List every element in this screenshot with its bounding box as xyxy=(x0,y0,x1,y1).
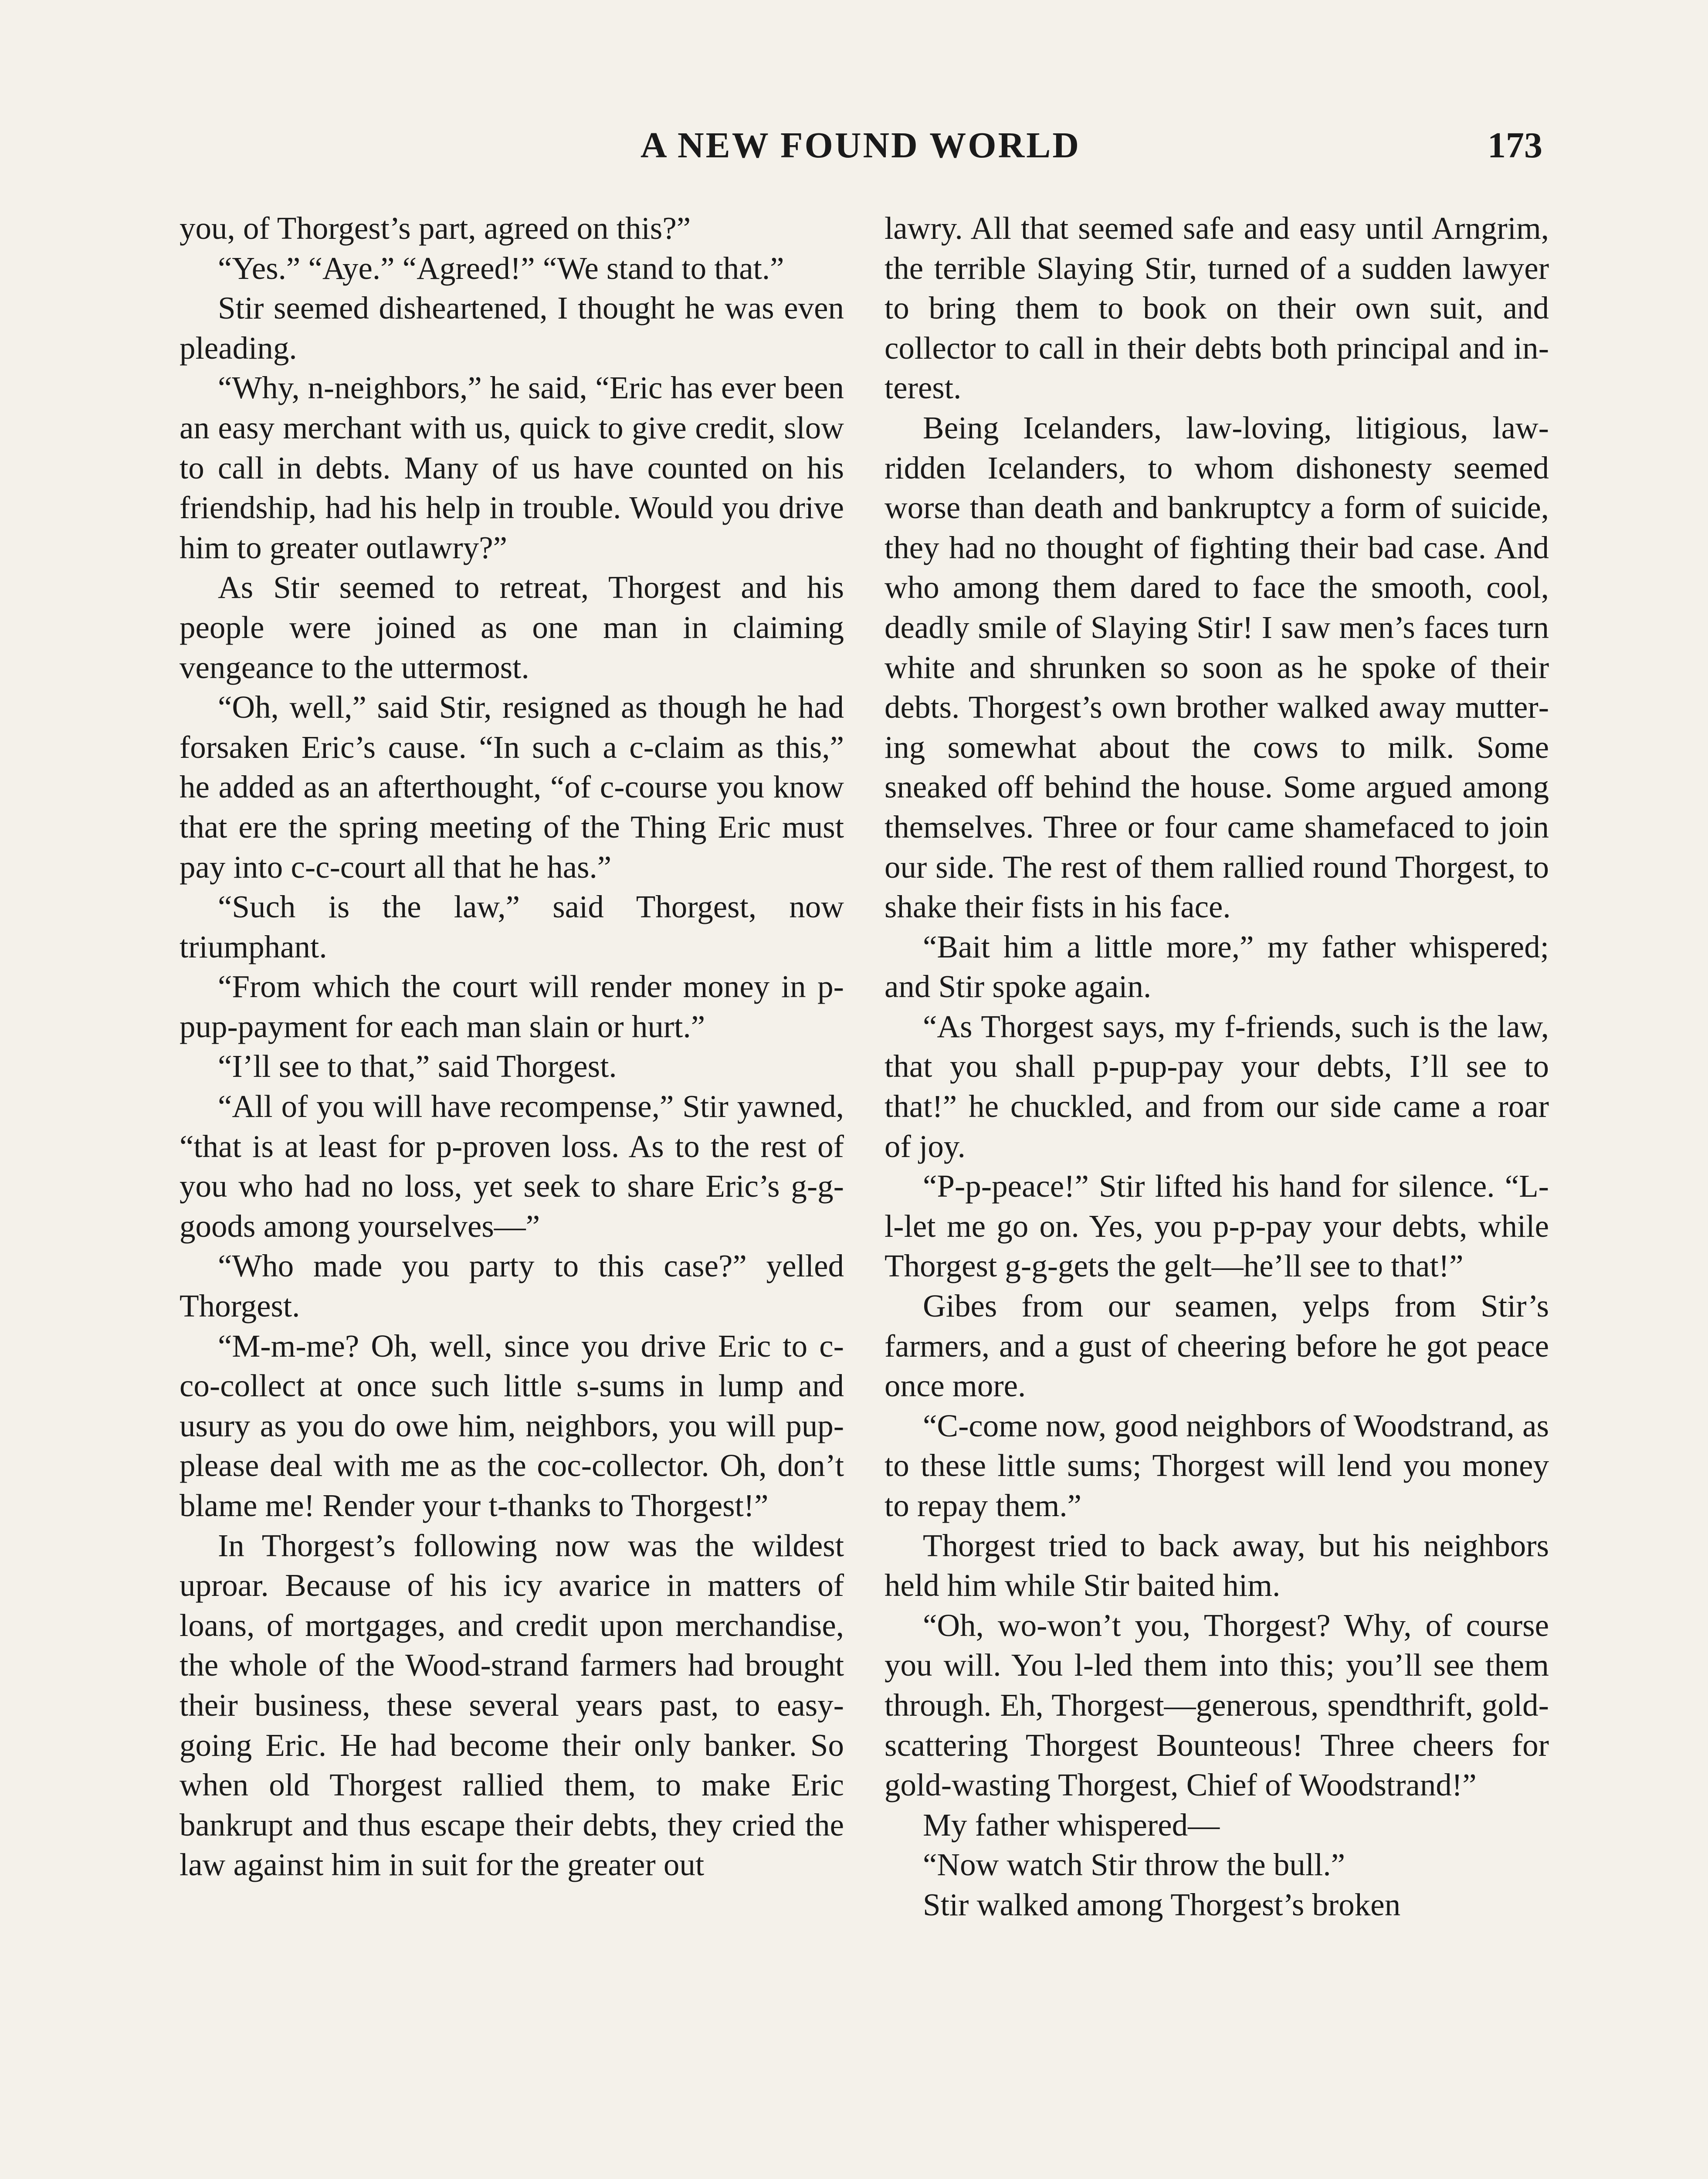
left-column xyxy=(180,208,844,1885)
paragraph: “Now watch Stir throw the bull.” xyxy=(923,1847,1345,1883)
paragraph: “I’ll see to that,” said Thorgest. xyxy=(218,1049,617,1084)
paragraph: “C-come now, good neighbors of Woodstrand, as to these little sums; Thorgest will lend you money to repay them.” xyxy=(884,1408,1549,1523)
paragraph: “P-p-peace!” Stir lifted his hand for silence. “L-l-let me go on. Yes, you p-p-pay your debts, while Thorgest g-g-gets the gelt—he’ll see to that!” xyxy=(884,1168,1549,1284)
paragraph: “Oh, well,” said Stir, resigned as though he had forsaken Eric’s cause. “In such a c-claim as this,” he added as an afterthought, “of c-course you know that ere the spring meeting of the Thing Eric must pay into c-c-court all that he has.” xyxy=(180,689,844,885)
paragraph: Stir seemed disheartened, I thought he was even pleading. xyxy=(180,290,844,366)
paragraph: “Yes.” “Aye.” “Agreed!” “We stand to that.” xyxy=(218,250,784,286)
paragraph: “Who made you party to this case?” yelled Thorgest. xyxy=(180,1248,844,1324)
paragraph: My father whispered— xyxy=(923,1807,1220,1843)
paragraph: “All of you will have recompense,” Stir yawned, “that is at least for p-proven loss. As to the rest of you who had no loss, yet seek to share Eric’s g-g-goods among yourselves—” xyxy=(180,1089,844,1244)
paragraph: In Thorgest’s following now was the wildest uproar. Because of his icy avarice in matters of loans, of mortgages, and credit upon merchandise, the whole of the Wood-strand farmers had brought their business, these several years past, to easy-going Eric. He had become their only banker. So when old Thorgest rallied them, to make Eric bankrupt and thus escape their debts, they cried the law against him in suit for the greater out xyxy=(180,1527,844,1883)
paragraph: “Oh, wo-won’t you, Thorgest? Why, of course you will. You l-led them into this; you’ll see them through. Eh, Thorgest—generous, spendthrift, gold-scattering Thorgest Bounteous! Three cheers for gold-wasting Thorgest, Chief of Woodstrand!” xyxy=(884,1607,1549,1803)
paragraph: you, of Thorgest’s part, agreed on this?” xyxy=(180,210,691,246)
paragraph: Stir walked among Thorgest’s broken xyxy=(923,1887,1401,1922)
paragraph: Gibes from our seamen, yelps from Stir’s farmers, and a gust of cheering before he got peace once more. xyxy=(884,1288,1549,1404)
right-column xyxy=(884,208,1549,1925)
paragraph: “Such is the law,” said Thorgest, now triumphant. xyxy=(180,889,844,964)
page-number: 173 xyxy=(1488,125,1542,166)
paragraph: Being Icelanders, law-loving, litigious, law-ridden Icelanders, to whom dishonesty seemed worse than death and bankruptcy a form of suicide, they had no thought of fighting their bad case. And who among them dared to face the smooth, cool, deadly smile of Slaying Stir! I saw men’s faces turn white and shrunken so soon as he spoke of their debts. Thorgest’s own brother walked away muttering somewhat about the cows to milk. Some sneaked off behind the house. Some argued among themselves. Three or four came shamefaced to join our side. The rest of them rallied round Thorgest, to shake their fists in his face. xyxy=(884,410,1549,925)
paragraph: “M-m-me? Oh, well, since you drive Eric to c-co-collect at once such little s-sums in lump and usury as you do owe him, neighbors, you will pup-please deal with me as the coc-collector. Oh, don’t blame me! Render your t-thanks to Thorgest!” xyxy=(180,1328,844,1523)
page-header xyxy=(179,124,1542,172)
paragraph: “As Thorgest says, my f-friends, such is the law, that you shall p-pup-pay your debts, I’ll see to that!” he chuckled, and from our side came a roar of joy. xyxy=(884,1008,1549,1164)
paragraph: lawry. All that seemed safe and easy until Arngrim, the terrible Slaying Stir, turned of a sudden lawyer to bring them to book on their own suit, and collector to call in their debts both principal and interest. xyxy=(884,210,1549,406)
running-title: A NEW FOUND WORLD xyxy=(640,125,1081,166)
paragraph: “Why, n-neighbors,” he said, “Eric has ever been an easy merchant with us, quick to give credit, slow to call in debts. Many of us have counted on his friendship, had his help in trouble. Would you drive him to greater outlawry?” xyxy=(180,370,844,565)
paragraph: As Stir seemed to retreat, Thorgest and his people were joined as one man in claiming vengeance to the uttermost. xyxy=(180,570,844,685)
paragraph: “From which the court will render money in p-pup-payment for each man slain or hurt.” xyxy=(180,969,844,1044)
paragraph: “Bait him a little more,” my father whispered; and Stir spoke again. xyxy=(884,929,1549,1005)
paragraph: Thorgest tried to back away, but his neighbors held him while Stir baited him. xyxy=(884,1527,1549,1603)
